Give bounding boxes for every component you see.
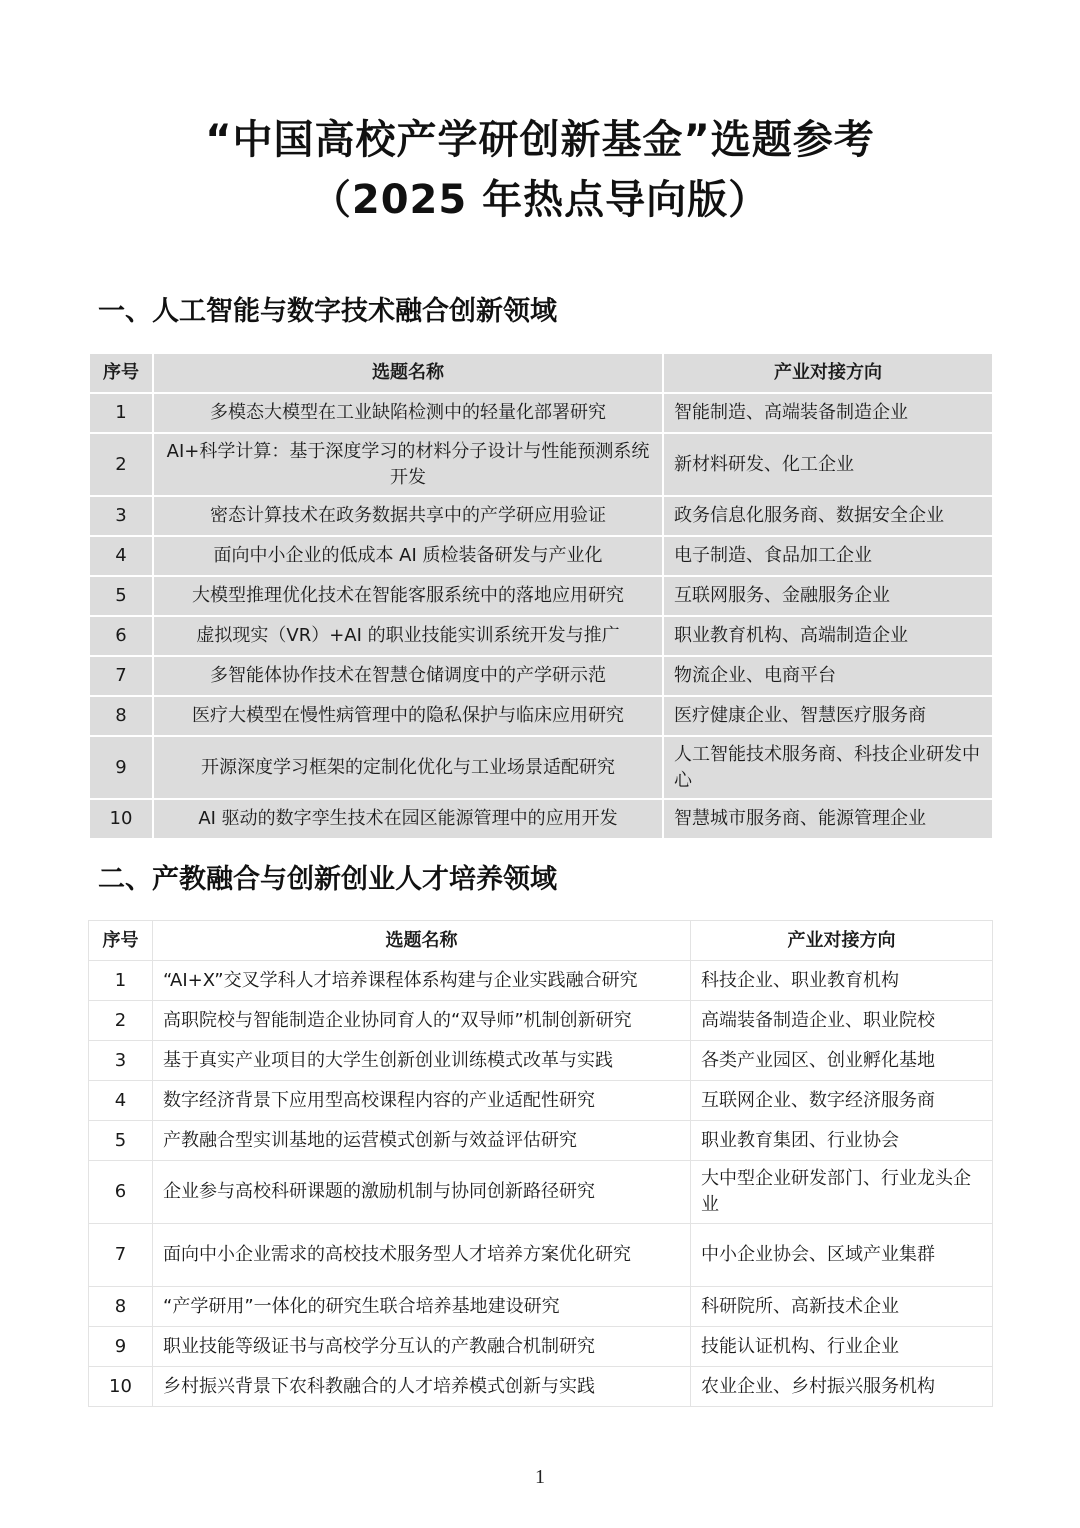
row-number: 5 (89, 576, 153, 616)
row-number: 4 (89, 536, 153, 576)
table-row (89, 1081, 993, 1121)
row-industry: 职业教育集团、行业协会 (691, 1121, 993, 1161)
row-number: 2 (89, 433, 153, 496)
row-topic: 高职院校与智能制造企业协同育人的“双导师”机制创新研究 (153, 1001, 691, 1041)
section-heading-ai: 一、人工智能与数字技术融合创新领域 (98, 296, 557, 327)
column-header-industry: 产业对接方向 (663, 353, 993, 393)
row-industry: 电子制造、食品加工企业 (663, 536, 993, 576)
table-header-row (89, 921, 993, 961)
row-number: 6 (89, 1161, 153, 1224)
table-row (89, 1161, 993, 1224)
table-row (89, 961, 993, 1001)
row-number: 4 (89, 1081, 153, 1121)
row-topic: 大模型推理优化技术在智能客服系统中的落地应用研究 (153, 576, 663, 616)
title-line-1: “中国高校产学研创新基金”选题参考 (205, 117, 875, 163)
column-header-topic: 选题名称 (153, 921, 691, 961)
row-topic: AI 驱动的数字孪生技术在园区能源管理中的应用开发 (153, 799, 663, 839)
row-industry: 农业企业、乡村振兴服务机构 (691, 1367, 993, 1407)
row-topic: 面向中小企业的低成本 AI 质检装备研发与产业化 (153, 536, 663, 576)
column-header-no: 序号 (89, 921, 153, 961)
row-number: 6 (89, 616, 153, 656)
row-number: 3 (89, 1041, 153, 1081)
row-topic: 职业技能等级证书与高校学分互认的产教融合机制研究 (153, 1327, 691, 1367)
row-number: 1 (89, 961, 153, 1001)
row-number: 10 (89, 799, 153, 839)
row-topic: 多智能体协作技术在智慧仓储调度中的产学研示范 (153, 656, 663, 696)
column-header-topic: 选题名称 (153, 353, 663, 393)
row-number: 5 (89, 1121, 153, 1161)
table-row (89, 1367, 993, 1407)
topics-table-education (88, 920, 993, 1407)
row-industry: 政务信息化服务商、数据安全企业 (663, 496, 993, 536)
section-heading-education: 二、产教融合与创新创业人才培养领域 (98, 864, 557, 895)
row-industry: 智能制造、高端装备制造企业 (663, 393, 993, 433)
table-row (89, 1121, 993, 1161)
row-number: 1 (89, 393, 153, 433)
row-number: 7 (89, 656, 153, 696)
title-line-2: （2025 年热点导向版） (310, 177, 770, 223)
row-topic: “产学研用”一体化的研究生联合培养基地建设研究 (153, 1287, 691, 1327)
table-row (89, 1041, 993, 1081)
row-industry: 智慧城市服务商、能源管理企业 (663, 799, 993, 839)
row-industry: 互联网服务、金融服务企业 (663, 576, 993, 616)
row-industry: 高端装备制造企业、职业院校 (691, 1001, 993, 1041)
table-row (89, 1224, 993, 1287)
row-industry: 科技企业、职业教育机构 (691, 961, 993, 1001)
table-row (89, 616, 993, 656)
row-topic: AI+科学计算：基于深度学习的材料分子设计与性能预测系统开发 (153, 433, 663, 496)
row-number: 7 (89, 1224, 153, 1287)
row-topic: “AI+X”交叉学科人才培养课程体系构建与企业实践融合研究 (153, 961, 691, 1001)
table-row (89, 496, 993, 536)
row-industry: 技能认证机构、行业企业 (691, 1327, 993, 1367)
row-industry: 医疗健康企业、智慧医疗服务商 (663, 696, 993, 736)
row-number: 9 (89, 1327, 153, 1367)
table-row (89, 736, 993, 799)
row-number: 10 (89, 1367, 153, 1407)
row-topic: 面向中小企业需求的高校技术服务型人才培养方案优化研究 (153, 1224, 691, 1287)
table-row (89, 696, 993, 736)
page-number: 1 (535, 1466, 545, 1488)
row-industry: 职业教育机构、高端制造企业 (663, 616, 993, 656)
row-number: 9 (89, 736, 153, 799)
row-number: 3 (89, 496, 153, 536)
row-topic: 基于真实产业项目的大学生创新创业训练模式改革与实践 (153, 1041, 691, 1081)
table-row (89, 393, 993, 433)
row-topic: 虚拟现实（VR）+AI 的职业技能实训系统开发与推广 (153, 616, 663, 656)
row-topic: 乡村振兴背景下农科教融合的人才培养模式创新与实践 (153, 1367, 691, 1407)
column-header-industry: 产业对接方向 (691, 921, 993, 961)
row-topic: 医疗大模型在慢性病管理中的隐私保护与临床应用研究 (153, 696, 663, 736)
row-topic: 企业参与高校科研课题的激励机制与协同创新路径研究 (153, 1161, 691, 1224)
row-topic: 密态计算技术在政务数据共享中的产学研应用验证 (153, 496, 663, 536)
row-industry: 各类产业园区、创业孵化基地 (691, 1041, 993, 1081)
row-topic: 多模态大模型在工业缺陷检测中的轻量化部署研究 (153, 393, 663, 433)
row-industry: 互联网企业、数字经济服务商 (691, 1081, 993, 1121)
table-row (89, 1287, 993, 1327)
document-title (0, 112, 1080, 228)
table-row (89, 536, 993, 576)
row-topic: 产教融合型实训基地的运营模式创新与效益评估研究 (153, 1121, 691, 1161)
row-number: 8 (89, 1287, 153, 1327)
table-row (89, 433, 993, 496)
table-row (89, 576, 993, 616)
table-row (89, 1327, 993, 1367)
row-industry: 中小企业协会、区域产业集群 (691, 1224, 993, 1287)
topics-table-ai (88, 352, 994, 840)
row-industry: 新材料研发、化工企业 (663, 433, 993, 496)
table-row (89, 799, 993, 839)
row-number: 2 (89, 1001, 153, 1041)
column-header-no: 序号 (89, 353, 153, 393)
row-industry: 科研院所、高新技术企业 (691, 1287, 993, 1327)
row-number: 8 (89, 696, 153, 736)
row-industry: 人工智能技术服务商、科技企业研发中心 (663, 736, 993, 799)
table-row (89, 1001, 993, 1041)
row-topic: 开源深度学习框架的定制化优化与工业场景适配研究 (153, 736, 663, 799)
row-industry: 物流企业、电商平台 (663, 656, 993, 696)
row-topic: 数字经济背景下应用型高校课程内容的产业适配性研究 (153, 1081, 691, 1121)
row-industry: 大中型企业研发部门、行业龙头企业 (691, 1161, 993, 1224)
table-row (89, 656, 993, 696)
table-header-row (89, 353, 993, 393)
